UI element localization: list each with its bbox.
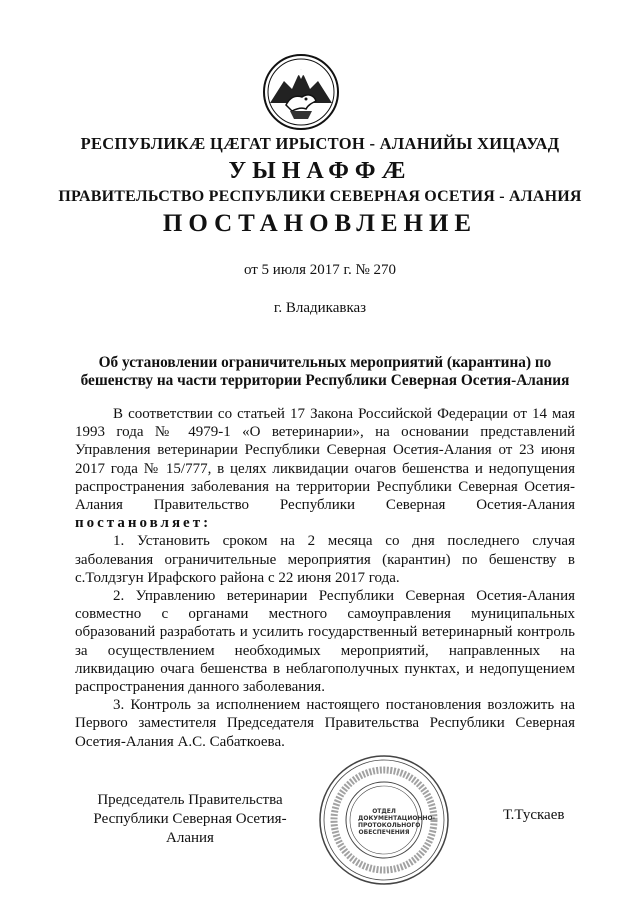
document-subject: Об установлении ограничительных мероприятий (карантина) по бешенству на части территории Республики Северная Осетия-Алания — [80, 354, 570, 389]
header-decree-ossetian: УЫНАФФӔ — [228, 158, 412, 184]
signatory-name: Т.Тускаев — [503, 807, 565, 823]
signatory-title-line2: Республики Северная Осетия-Алания — [93, 811, 287, 846]
coat-of-arms-icon — [262, 53, 340, 131]
paragraph-1: 1. Установить сроком на 2 месяца со дня последнего случая заболевания ограничительные мероприятия (карантин) по бешенству в с.Толдзгун Ирафского района с 22 июня 2017 года. — [75, 533, 575, 586]
header-government: ПРАВИТЕЛЬСТВО РЕСПУБЛИКИ СЕВЕРНАЯ ОСЕТИЯ - АЛАНИЯ — [58, 188, 582, 205]
resolves-phrase: постановляет: — [75, 515, 212, 532]
seal-inner-text: ОТДЕЛ ДОКУМЕНТАЦИОННО-ПРОТОКОЛЬНОГО ОБЕСПЕЧЕНИЯ — [358, 808, 436, 836]
signatory-title — [75, 791, 305, 848]
preamble-text: В соответствии со статьей 17 Закона Российской Федерации от 14 мая 1993 года № 4979-1 «О ветеринарии», на основании представлений Управления ветеринарии Республики Северная Осетия-Алания от 23 июня 2017 года № 15/777, в целях ликвидации очагов бешенства и недопущения распространения заболевания на территории Республики Северная Осетия-Алания Правительство Республики Северная Осетия-Алания — [75, 406, 575, 514]
document-body — [75, 405, 575, 751]
document-type-title: ПОСТАНОВЛЕНИЕ — [162, 210, 478, 237]
signatory-title-line1: Председатель Правительства — [97, 792, 283, 808]
document-date-number: от 5 июля 2017 г. № 270 — [243, 262, 397, 278]
paragraph-preamble — [75, 405, 575, 532]
paragraph-3: 3. Контроль за исполнением настоящего постановления возложить на Первого заместителя Председателя Правительства Республики Северная Осетия-Алания А.С. Сабаткоева. — [75, 697, 575, 750]
header-republic-ossetian: РЕСПУБЛИКӔ ЦӔГАТ ИРЫСТОН - АЛАНИЙЫ ХИЦАУАД — [80, 134, 560, 153]
document-city: г. Владикавказ — [273, 300, 367, 316]
paragraph-2: 2. Управлению ветеринарии Республики Северная Осетия-Алания совместно с органами местного самоуправления муниципальных образований разработать и усилить государственный ветеринарный контроль за осуществлением необходимых мероприятий, направленных на ликвидацию очага бешенства в неблагополучных пунктах, и недопущением распространения данного заболевания. — [75, 588, 575, 696]
